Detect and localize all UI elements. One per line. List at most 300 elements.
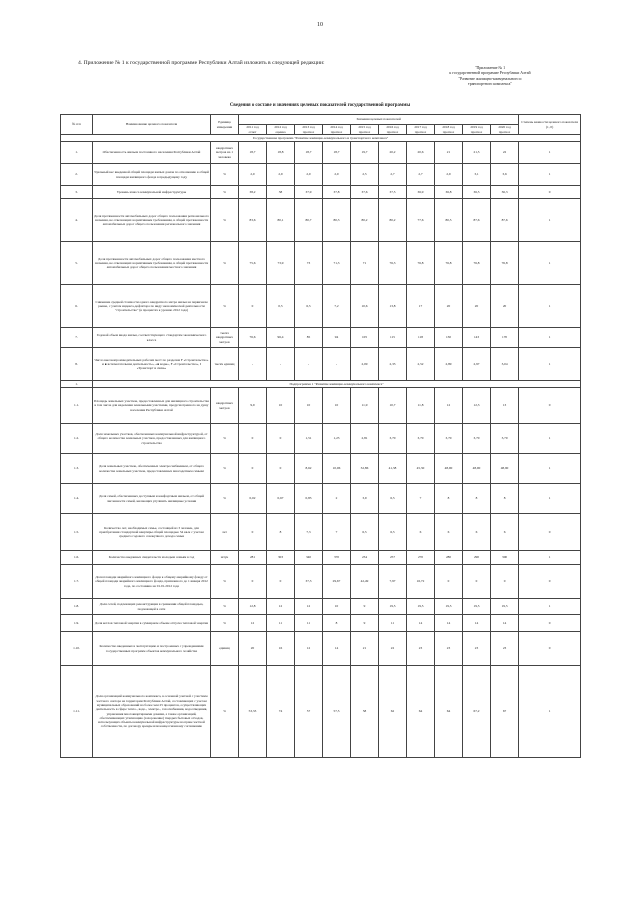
row-value: 0 bbox=[267, 454, 295, 484]
row-value: 76,6 bbox=[239, 328, 267, 348]
header-unit: Единица измерения bbox=[211, 115, 239, 135]
row-name: Доля площади аварийного жилищного фонда к общему аварийному фонду от общей площади аварийного жилищного фонда, признанного до 1 января 2012 года, по состоянию на 01.01.2012 года bbox=[93, 565, 211, 599]
row-value: 6 bbox=[407, 514, 435, 551]
row-value: 7 bbox=[407, 484, 435, 514]
row-value: 3,70 bbox=[407, 424, 435, 454]
row-num: 8. bbox=[61, 348, 93, 381]
year-kind: прогноз bbox=[470, 129, 483, 134]
row-weight: 0 bbox=[519, 632, 581, 666]
row-value: 12 bbox=[267, 599, 295, 615]
row-value: 20,6 bbox=[407, 142, 435, 164]
row-name: Уровень износа коммунальной инфраструктуры bbox=[93, 186, 211, 199]
row-value: 143 bbox=[463, 328, 491, 348]
row-value: 71 bbox=[351, 242, 379, 285]
table-row bbox=[61, 164, 581, 186]
header-year bbox=[323, 125, 351, 135]
year-kind: прогноз bbox=[498, 129, 511, 134]
row-value: 36,9 bbox=[407, 186, 435, 199]
row-num: 1.9. bbox=[61, 615, 93, 632]
table-row bbox=[61, 348, 581, 381]
row-weight: 1 bbox=[519, 454, 581, 484]
header-values-group: Значения целевых показателей bbox=[239, 115, 519, 125]
row-value: 14 bbox=[491, 615, 519, 632]
row-value: 85 bbox=[295, 328, 323, 348]
row-value: 18,8 bbox=[267, 142, 295, 164]
row-value: 105 bbox=[351, 328, 379, 348]
table-row bbox=[61, 551, 581, 565]
row-value: 2,33 bbox=[379, 348, 407, 381]
row-unit: % bbox=[211, 199, 239, 242]
row-value: 2,09 bbox=[351, 348, 379, 381]
year-kind: прогноз bbox=[302, 129, 315, 134]
row-value: 12 bbox=[239, 615, 267, 632]
row-weight: 0 bbox=[519, 565, 581, 599]
row-value: 23 bbox=[463, 632, 491, 666]
row-value: 58 bbox=[351, 666, 379, 758]
table-row bbox=[61, 632, 581, 666]
row-value: 37,3 bbox=[295, 565, 323, 599]
row-value: 2 bbox=[323, 484, 351, 514]
row-weight: 1 bbox=[519, 348, 581, 381]
table-row bbox=[61, 615, 581, 632]
row-value: 64 bbox=[407, 666, 435, 758]
row-value: 2,0 bbox=[239, 164, 267, 186]
row-value: 19,5 bbox=[407, 599, 435, 615]
row-value: 10 bbox=[323, 388, 351, 424]
row-value: 48,90 bbox=[491, 454, 519, 484]
row-weight: 1 bbox=[519, 666, 581, 758]
row-name: Доля семей, обеспеченных доступным и комфортным жильем, от общей численности семей, желающих улучшить жилищные условия bbox=[93, 484, 211, 514]
row-name: Количество выданных свидетельств молодым семьям в год bbox=[93, 551, 211, 565]
row-num: 5. bbox=[61, 242, 93, 285]
row-value: 12 bbox=[295, 632, 323, 666]
appendix-line: "Развитие жилищно-коммунального и bbox=[458, 76, 522, 81]
year-kind: прогноз bbox=[330, 129, 343, 134]
row-name: Площадь земельных участков, предоставленных для жилищного строительства в том числе для наделения земельными участками, предусмотренного на душу населения Республики Алтай bbox=[93, 388, 211, 424]
table-row bbox=[61, 565, 581, 599]
row-name: Снижение средней стоимости одного квадратного метра жилья на первичном рынке, с учетом индекса-дефлятора по виду экономической деятельности "строительство" (в процентах к уровню 2012 года) bbox=[93, 285, 211, 328]
row-weight: 1 bbox=[519, 142, 581, 164]
table-row bbox=[61, 285, 581, 328]
row-value: 37,5 bbox=[379, 186, 407, 199]
row-value: 87,6 bbox=[463, 199, 491, 242]
row-value: 0 bbox=[267, 565, 295, 599]
row-value: 11,9 bbox=[351, 388, 379, 424]
row-num: 1.11. bbox=[61, 666, 93, 758]
row-value: 300 bbox=[491, 551, 519, 565]
row-value: 6,5 bbox=[295, 285, 323, 328]
row-value: 6 bbox=[491, 514, 519, 551]
row-value: 10 bbox=[323, 599, 351, 615]
row-value: 7,3 bbox=[295, 514, 323, 551]
row-unit: % bbox=[211, 164, 239, 186]
row-value: 14 bbox=[435, 615, 463, 632]
row-value: 8,62 bbox=[295, 454, 323, 484]
row-value: 0,02 bbox=[239, 484, 267, 514]
row-weight: 1 bbox=[519, 199, 581, 242]
row-name: Доля протяженности автомобильных дорог общего пользования регионального значения, не отвечающих нормативным требованиям, в общей протяженности автомобильных дорог общего пользования регионального значения bbox=[93, 199, 211, 242]
row-value: 80,5 bbox=[435, 199, 463, 242]
row-value: 303 bbox=[267, 551, 295, 565]
row-value: 67,2 bbox=[463, 666, 491, 758]
table-row bbox=[61, 328, 581, 348]
row-value: 16,72 bbox=[407, 565, 435, 599]
row-num: 1.6. bbox=[61, 551, 93, 565]
row-value: 74 bbox=[267, 666, 295, 758]
row-value: 73,9 bbox=[267, 242, 295, 285]
row-value: 80,1 bbox=[267, 199, 295, 242]
row-value: 83,6 bbox=[239, 199, 267, 242]
row-value: 9 bbox=[351, 599, 379, 615]
row-value: 76,8 bbox=[435, 242, 463, 285]
row-value: 2,9 bbox=[267, 164, 295, 186]
row-weight: 1 bbox=[519, 484, 581, 514]
row-weight: 1 bbox=[519, 551, 581, 565]
appendix-line: "Приложение № 1 bbox=[474, 66, 506, 70]
row-value: 6,5 bbox=[351, 514, 379, 551]
row-num: 6. bbox=[61, 285, 93, 328]
row-weight: 0 bbox=[519, 186, 581, 199]
row-unit: % bbox=[211, 186, 239, 199]
row-name: Доля котлов тепловой энергии в суммарном объеме отпуска тепловой энергии bbox=[93, 615, 211, 632]
row-value: 37,6 bbox=[351, 186, 379, 199]
row-unit: единиц bbox=[211, 632, 239, 666]
row-value: 3,70 bbox=[435, 424, 463, 454]
row-value: 10 bbox=[295, 388, 323, 424]
row-name: Количество лет, необходимых семье, состоящей из 3 человек, для приобретения стандартной квартиры общей площадью 54 кв.м с учетом среднего годового совокупного дохода семьи bbox=[93, 514, 211, 551]
row-value: - bbox=[267, 348, 295, 381]
row-value: 234 bbox=[351, 551, 379, 565]
row-value: 280 bbox=[435, 551, 463, 565]
row-value: 12,3 bbox=[463, 388, 491, 424]
row-value: 3,04 bbox=[491, 348, 519, 381]
year-label: 2011 год bbox=[246, 125, 259, 130]
year-label: 2012 год bbox=[274, 125, 287, 130]
row-value: 19,5 bbox=[435, 599, 463, 615]
row-value: 20,2 bbox=[379, 142, 407, 164]
row-value: 0 bbox=[239, 424, 267, 454]
row-value: 12,8 bbox=[239, 599, 267, 615]
indicators-table bbox=[60, 114, 581, 758]
row-weight: 1 bbox=[519, 424, 581, 454]
row-unit: % bbox=[211, 424, 239, 454]
row-value: 1,51 bbox=[295, 424, 323, 454]
row-value: 3,6 bbox=[491, 164, 519, 186]
row-value: 80,3 bbox=[323, 199, 351, 242]
row-value: 13,8 bbox=[379, 285, 407, 328]
appendix-label bbox=[420, 66, 560, 88]
row-value: 17 bbox=[407, 285, 435, 328]
year-label: 2020 год bbox=[498, 125, 511, 130]
row-unit: % bbox=[211, 666, 239, 758]
row-value: 340 bbox=[295, 551, 323, 565]
row-value: 21 bbox=[351, 632, 379, 666]
row-value: 8 bbox=[267, 514, 295, 551]
row-value: 19,7 bbox=[351, 142, 379, 164]
year-kind: прогноз bbox=[414, 129, 427, 134]
table-row bbox=[61, 199, 581, 242]
row-unit: % bbox=[211, 599, 239, 615]
row-num: 1.2. bbox=[61, 424, 93, 454]
row-num: 1.4. bbox=[61, 484, 93, 514]
row-value: 0 bbox=[267, 424, 295, 454]
year-kind: прогноз bbox=[386, 129, 399, 134]
row-value: 2,0 bbox=[323, 164, 351, 186]
row-value: 18,7 bbox=[323, 142, 351, 164]
row-unit: тысяч квадратных метров bbox=[211, 328, 239, 348]
row-num: 4. bbox=[61, 199, 93, 242]
row-unit: % bbox=[211, 242, 239, 285]
row-name: Доля протяженности автомобильных дорог общего пользования местного значения, не отвечающих нормативным требованиям, в общей протяженности автомобильных дорог общего пользования местного значения bbox=[93, 242, 211, 285]
row-value: 2,0 bbox=[295, 164, 323, 186]
row-value: 22 bbox=[491, 142, 519, 164]
row-value: 6 bbox=[435, 514, 463, 551]
row-value: 11 bbox=[295, 615, 323, 632]
table-row bbox=[61, 142, 581, 164]
row-value: 77,6 bbox=[407, 199, 435, 242]
table-row bbox=[61, 666, 581, 758]
row-value: 11,8 bbox=[407, 388, 435, 424]
year-kind: прогноз bbox=[442, 129, 455, 134]
row-value: 2,97 bbox=[463, 348, 491, 381]
header-year bbox=[435, 125, 463, 135]
header-year bbox=[491, 125, 519, 135]
row-value: 36,5 bbox=[463, 186, 491, 199]
row-value: 19,5 bbox=[463, 599, 491, 615]
row-value: 270 bbox=[407, 551, 435, 565]
row-value: 290 bbox=[463, 551, 491, 565]
row-num: 1.10. bbox=[61, 632, 93, 666]
row-value: 0 bbox=[239, 285, 267, 328]
row-value: - bbox=[295, 348, 323, 381]
row-num: 2. bbox=[61, 164, 93, 186]
row-value: 29,67 bbox=[323, 565, 351, 599]
page-number: 10 bbox=[317, 22, 323, 28]
row-value: 18,7 bbox=[295, 142, 323, 164]
row-value: 67 bbox=[491, 666, 519, 758]
row-name: Доля сетей, подлежащих реконструкции в сравнении общей площадью, подлежащей в сети bbox=[93, 599, 211, 615]
row-value: 0,67 bbox=[267, 484, 295, 514]
row-value: 2,81 bbox=[351, 424, 379, 454]
year-kind: оценка bbox=[275, 129, 286, 134]
row-value: 57,5 bbox=[323, 666, 351, 758]
table-row bbox=[61, 424, 581, 454]
row-value: 3,70 bbox=[463, 424, 491, 454]
row-unit: % bbox=[211, 285, 239, 328]
row-value: 80,7 bbox=[295, 199, 323, 242]
header-year bbox=[379, 125, 407, 135]
row-value: 0 bbox=[435, 565, 463, 599]
row-value: 10 bbox=[267, 388, 295, 424]
row-value: 3,70 bbox=[379, 424, 407, 454]
row-value: 18,7 bbox=[239, 142, 267, 164]
header-year bbox=[295, 125, 323, 135]
row-value: 80,2 bbox=[379, 199, 407, 242]
header-year bbox=[351, 125, 379, 135]
row-weight: 1 bbox=[519, 328, 581, 348]
row-num: 1.1. bbox=[61, 388, 93, 424]
row-value: 19,5 bbox=[491, 599, 519, 615]
row-value: 23 bbox=[435, 632, 463, 666]
header-name: Наименование целевого показателя bbox=[93, 115, 211, 135]
row-unit: % bbox=[211, 484, 239, 514]
row-value: 73 bbox=[295, 242, 323, 285]
table-row bbox=[61, 242, 581, 285]
row-value: 76,8 bbox=[407, 242, 435, 285]
row-value: 10,06 bbox=[323, 454, 351, 484]
row-value: 2,9 bbox=[435, 164, 463, 186]
row-value: 23 bbox=[407, 632, 435, 666]
year-label: 2018 год bbox=[442, 125, 455, 130]
row-value: 37,8 bbox=[323, 186, 351, 199]
row-value: 0 bbox=[463, 565, 491, 599]
program-heading: Государственная программа "Развитие жилищно-коммунального и транспортного комплекса" bbox=[61, 135, 581, 142]
year-label: 2016 год bbox=[386, 125, 399, 130]
row-value: 0 bbox=[491, 565, 519, 599]
row-weight: 0 bbox=[519, 514, 581, 551]
row-value: 36,3 bbox=[491, 186, 519, 199]
table-row bbox=[61, 186, 581, 199]
row-value: 370 bbox=[323, 551, 351, 565]
row-value: 64 bbox=[435, 666, 463, 758]
table-row bbox=[61, 599, 581, 615]
row-name: Доля организаций коммунального комплекса, в основной учетной с участием частного сектора на территории Республики Алтай, составляющих с учетом муниципальных образований на более чем 25 процентов, осуществляющих деятельность в сфере тепло-, водо-, электро-, газоснабжения, водоотведения, управления многоквартирными домами, а также организаций, обеспечивающих утилизацию (захоронение) твердых бытовых отходов, использующих объекты коммунальной инфраструктуры на праве частной собственности, по договору аренды или концессионному соглашению bbox=[93, 666, 211, 758]
row-name: Обеспеченность жильем постоянного населения Республики Алтай bbox=[93, 142, 211, 164]
table-row bbox=[61, 484, 581, 514]
row-value: 118 bbox=[407, 328, 435, 348]
row-value: 48,90 bbox=[435, 454, 463, 484]
row-value: 6 bbox=[463, 514, 491, 551]
row-value: 2,89 bbox=[435, 348, 463, 381]
row-value: 20 bbox=[435, 285, 463, 328]
row-value: 42,49 bbox=[351, 565, 379, 599]
row-weight: 1 bbox=[519, 285, 581, 328]
row-value: 76,8 bbox=[463, 242, 491, 285]
row-value: 41,38 bbox=[379, 454, 407, 484]
row-value: 14 bbox=[323, 632, 351, 666]
row-value: 14 bbox=[463, 615, 491, 632]
row-value: 170 bbox=[491, 328, 519, 348]
row-value: 76,3 bbox=[379, 242, 407, 285]
year-kind: прогноз bbox=[358, 129, 371, 134]
appendix-line: транспортного комплекса" bbox=[468, 82, 512, 87]
row-value: 21,5 bbox=[463, 142, 491, 164]
row-value: 8 bbox=[463, 484, 491, 514]
row-value: 11 bbox=[267, 615, 295, 632]
row-value: 8 bbox=[323, 615, 351, 632]
row-value: 38,2 bbox=[239, 186, 267, 199]
row-value: 75,6 bbox=[239, 242, 267, 285]
row-value: 16 bbox=[267, 632, 295, 666]
header-year bbox=[407, 125, 435, 135]
row-value: 12 bbox=[295, 599, 323, 615]
row-num: 3. bbox=[61, 186, 93, 199]
row-value: 0 bbox=[239, 514, 267, 551]
row-value: 71,3 bbox=[323, 242, 351, 285]
row-value: 20 bbox=[463, 285, 491, 328]
row-num: 1.3. bbox=[61, 454, 93, 484]
row-value: 14 bbox=[407, 615, 435, 632]
row-unit: лет bbox=[211, 514, 239, 551]
row-value: 10,6 bbox=[351, 285, 379, 328]
row-value: 10,7 bbox=[379, 388, 407, 424]
row-value: 36,8 bbox=[435, 186, 463, 199]
year-label: 2019 год bbox=[470, 125, 483, 130]
row-value: 2,52 bbox=[407, 348, 435, 381]
row-unit: тысяч единиц bbox=[211, 348, 239, 381]
row-unit: % bbox=[211, 454, 239, 484]
section-heading: Подпрограмма 1 "Развитие жилищно-коммунального комплекса" bbox=[93, 381, 581, 388]
row-unit: % bbox=[211, 565, 239, 599]
row-weight: 1 bbox=[519, 164, 581, 186]
row-name: Число высокопроизводительных рабочих мест по разделам F «Строительство» и ∎ вспомогательная деятельность», «∎ воды», F «Строительство», I «Транспорт и связь» bbox=[93, 348, 211, 381]
row-value: 80,2 bbox=[351, 199, 379, 242]
row-value: 7,97 bbox=[379, 565, 407, 599]
row-value: 281 bbox=[239, 551, 267, 565]
row-value: 0 bbox=[239, 565, 267, 599]
header-year bbox=[267, 125, 295, 135]
row-value: 62 bbox=[379, 666, 407, 758]
row-value: 7,2 bbox=[323, 285, 351, 328]
row-value: 87,6 bbox=[491, 199, 519, 242]
row-weight: 1 bbox=[519, 242, 581, 285]
row-value: 20 bbox=[491, 285, 519, 328]
program-heading-row bbox=[61, 135, 581, 142]
header-weight: Степень важности целевого показателя (1, 0) bbox=[519, 115, 581, 135]
row-unit: квадратных метров на 1 человека bbox=[211, 142, 239, 164]
section-row bbox=[61, 381, 581, 388]
row-num: 1. bbox=[61, 142, 93, 164]
row-value: 6,5 bbox=[379, 514, 407, 551]
row-weight: 0 bbox=[519, 388, 581, 424]
header-num: № п/п bbox=[61, 115, 93, 135]
row-value: 8 bbox=[491, 484, 519, 514]
row-weight: 0 bbox=[519, 615, 581, 632]
appendix-line: к государственной программе Республики Алтай bbox=[449, 71, 531, 76]
row-num: 7. bbox=[61, 328, 93, 348]
row-value: 22 bbox=[379, 632, 407, 666]
row-value: 0 bbox=[239, 454, 267, 484]
row-value: 3,1 bbox=[463, 164, 491, 186]
document-title: Сведения о составе и значениях целевых показателей государственной программы bbox=[229, 103, 411, 108]
table-row bbox=[61, 514, 581, 551]
row-value: 12 bbox=[435, 388, 463, 424]
row-value: 1,23 bbox=[323, 424, 351, 454]
row-num: 1.7. bbox=[61, 565, 93, 599]
row-name: Годовой объем ввода жилья, соответствующего стандартам экономического класса bbox=[93, 328, 211, 348]
row-value: 19,5 bbox=[379, 599, 407, 615]
year-label: 2013 год bbox=[302, 125, 315, 130]
row-unit: штук bbox=[211, 551, 239, 565]
row-value: 20 bbox=[239, 632, 267, 666]
row-name: Доля земельных участков, обеспеченных электроснабжением, от общего количества земельных участков, предоставленных многодетным семьям bbox=[93, 454, 211, 484]
table-row bbox=[61, 454, 581, 484]
row-value: 23 bbox=[491, 632, 519, 666]
header-year bbox=[239, 125, 267, 135]
row-value: 57 bbox=[295, 666, 323, 758]
row-value: 9 bbox=[351, 615, 379, 632]
row-value: 13 bbox=[491, 388, 519, 424]
header-year bbox=[463, 125, 491, 135]
row-value: 2,7 bbox=[407, 164, 435, 186]
row-value: 53,33 bbox=[239, 666, 267, 758]
row-value: 32,86 bbox=[351, 454, 379, 484]
row-value: 45,30 bbox=[407, 454, 435, 484]
row-value: 9,9 bbox=[239, 388, 267, 424]
row-value: 94 bbox=[323, 328, 351, 348]
row-value: 21 bbox=[435, 142, 463, 164]
row-name: Доля земельных участков, обеспеченных коммунальной инфраструктурой, от общего количества земельных участков, предоставленных для жилищного строительства bbox=[93, 424, 211, 454]
